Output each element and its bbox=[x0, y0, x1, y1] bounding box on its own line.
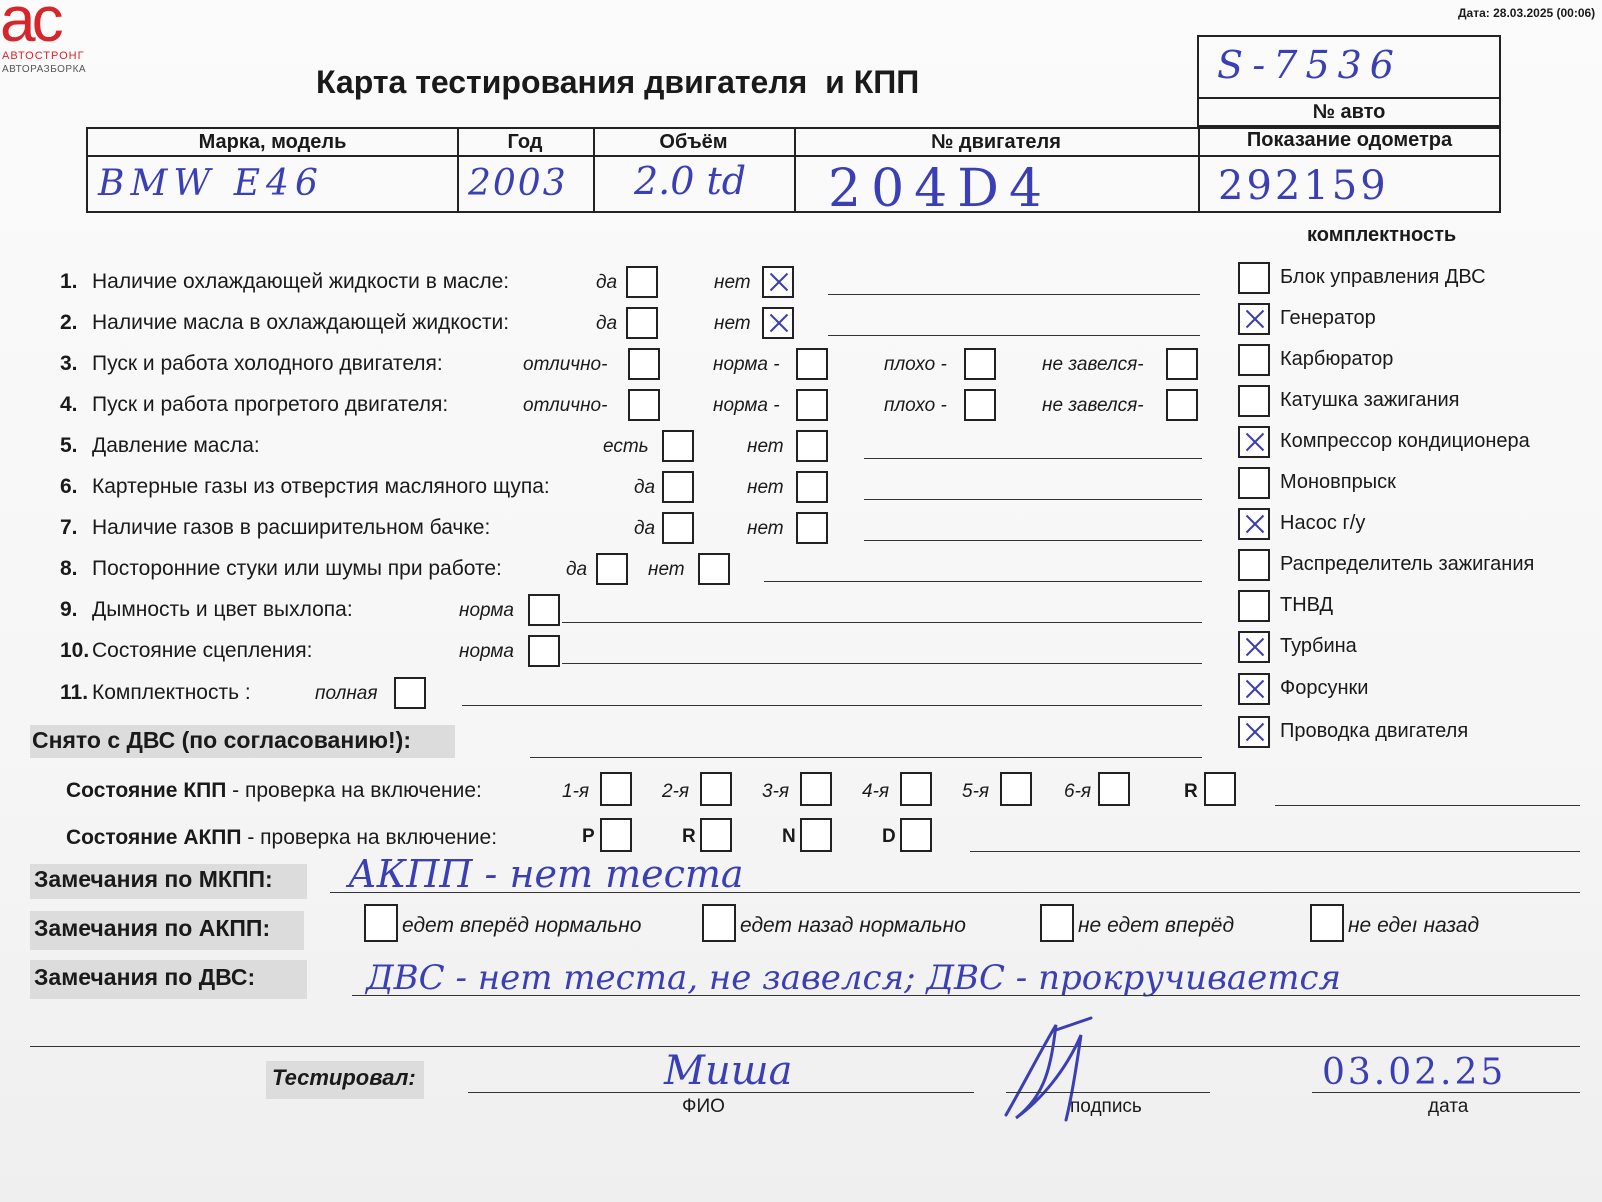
odometer-value: 292159 bbox=[1218, 163, 1389, 209]
akpp-label-rest: - проверка на включение: bbox=[241, 826, 498, 849]
akpp-remark-checkbox[interactable] bbox=[702, 904, 736, 942]
answer-option-label: плохо - bbox=[884, 354, 947, 375]
akpp-remark-label: едет назад нормально bbox=[740, 914, 966, 937]
answer-option-label: норма - bbox=[713, 395, 780, 416]
answer-checkbox[interactable] bbox=[596, 553, 628, 585]
make-value: BMW E46 bbox=[98, 163, 324, 204]
question-number: 11. bbox=[60, 681, 89, 704]
vehicle-header-table bbox=[86, 127, 1501, 219]
akpp-mode-checkbox[interactable] bbox=[700, 818, 732, 852]
answer-checkbox[interactable] bbox=[528, 635, 560, 667]
kpp-label-rest: - проверка на включение: bbox=[226, 779, 482, 802]
answer-option-label: полная bbox=[315, 683, 378, 704]
akpp-label bbox=[66, 826, 497, 850]
component-checkbox[interactable] bbox=[1238, 467, 1270, 499]
akpp-mode-checkbox[interactable] bbox=[900, 818, 932, 852]
answer-checkbox[interactable] bbox=[626, 266, 658, 298]
akpp-mode-checkbox[interactable] bbox=[800, 818, 832, 852]
remarks-dvs-label: Замечания по ДВС: bbox=[30, 960, 307, 999]
date-stamp: Дата: 28.03.2025 (00:06) bbox=[1458, 6, 1596, 20]
kpp-gear-label: 4-я bbox=[862, 781, 890, 802]
component-checkbox[interactable] bbox=[1238, 590, 1270, 622]
answer-comment-line bbox=[764, 581, 1202, 582]
signature-line bbox=[1006, 1092, 1210, 1093]
answer-option-label: норма bbox=[459, 641, 514, 662]
akpp-remark-label: едет вперёд нормально bbox=[402, 914, 642, 937]
answer-option-label: нет bbox=[714, 313, 751, 334]
kpp-gear-checkbox[interactable] bbox=[900, 772, 932, 806]
component-checkbox[interactable] bbox=[1238, 426, 1270, 458]
auto-number-divider bbox=[1199, 97, 1499, 99]
kpp-gear-label: 3-я bbox=[762, 781, 790, 802]
kpp-gear-checkbox[interactable] bbox=[600, 772, 632, 806]
akpp-remark-checkbox[interactable] bbox=[1310, 904, 1344, 942]
answer-checkbox[interactable] bbox=[394, 677, 426, 709]
answer-option-label: отлично- bbox=[523, 354, 608, 375]
remarks-extra-line bbox=[30, 1046, 1580, 1047]
kpp-gear-label: R bbox=[1184, 781, 1198, 802]
question-row bbox=[60, 681, 251, 705]
answer-checkbox[interactable] bbox=[628, 348, 660, 380]
question-number: 7. bbox=[60, 516, 78, 539]
question-row bbox=[60, 639, 312, 663]
answer-option-label: нет bbox=[747, 477, 784, 498]
logo-mark: ac bbox=[0, 0, 60, 55]
logo-brand: АВТОСТРОНГ bbox=[2, 50, 85, 62]
answer-checkbox[interactable] bbox=[762, 307, 794, 339]
answer-comment-line bbox=[562, 622, 1202, 623]
component-label: Распределитель зажигания bbox=[1280, 553, 1535, 575]
answer-comment-line bbox=[562, 663, 1202, 664]
question-number: 8. bbox=[60, 557, 78, 580]
component-checkbox[interactable] bbox=[1238, 303, 1270, 335]
answer-comment-line bbox=[864, 499, 1202, 500]
remarks-akpp-label: Замечания по АКПП: bbox=[30, 911, 304, 950]
component-label: Турбина bbox=[1280, 635, 1357, 657]
answer-option-label: да bbox=[596, 272, 618, 293]
question-text: Пуск и работа прогретого двигателя: bbox=[92, 393, 449, 416]
answer-checkbox[interactable] bbox=[626, 307, 658, 339]
akpp-remark-label: не едеı назад bbox=[1348, 914, 1480, 937]
akpp-mode-label: N bbox=[782, 826, 796, 847]
component-label: Моновпрыск bbox=[1280, 471, 1396, 493]
answer-checkbox[interactable] bbox=[796, 471, 828, 503]
component-label: Генератор bbox=[1280, 307, 1376, 329]
tester-name-value: Миша bbox=[664, 1048, 793, 1094]
akpp-mode-label: D bbox=[882, 826, 896, 847]
question-row bbox=[60, 393, 448, 417]
kpp-gear-label: 2-я bbox=[662, 781, 690, 802]
question-row bbox=[60, 516, 490, 540]
akpp-mode-label: P bbox=[582, 826, 595, 847]
question-text: Наличие газов в расширительном бачке: bbox=[92, 516, 491, 539]
answer-option-label: да bbox=[634, 518, 656, 539]
remarks-mkpp-value: АКПП - нет теста bbox=[348, 852, 744, 896]
answer-option-label: норма - bbox=[713, 354, 780, 375]
answer-checkbox[interactable] bbox=[662, 512, 694, 544]
volume-label: Объём bbox=[659, 131, 728, 153]
component-label: Насос г/у bbox=[1280, 512, 1366, 534]
question-number: 1. bbox=[60, 270, 78, 293]
auto-number-value: S-7536 bbox=[1217, 43, 1402, 87]
answer-option-label: не завелся- bbox=[1042, 354, 1144, 375]
component-label: Блок управления ДВС bbox=[1280, 266, 1486, 288]
answer-checkbox[interactable] bbox=[964, 348, 996, 380]
akpp-remark-checkbox[interactable] bbox=[1040, 904, 1074, 942]
answer-checkbox[interactable] bbox=[1166, 348, 1198, 380]
question-row bbox=[60, 598, 353, 622]
make-label: Марка, модель bbox=[198, 131, 347, 153]
answer-comment-line bbox=[462, 705, 1202, 706]
kpp-gear-label: 5-я bbox=[962, 781, 990, 802]
kpp-gear-checkbox[interactable] bbox=[1000, 772, 1032, 806]
question-text: Состояние сцепления: bbox=[92, 639, 313, 662]
component-label: Форсунки bbox=[1280, 677, 1369, 699]
answer-checkbox[interactable] bbox=[528, 594, 560, 626]
answer-option-label: не завелся- bbox=[1042, 395, 1144, 416]
question-text: Давление масла: bbox=[92, 434, 260, 457]
question-row bbox=[60, 311, 509, 335]
component-checkbox[interactable] bbox=[1238, 344, 1270, 376]
kpp-line bbox=[1275, 805, 1580, 806]
akpp-line bbox=[970, 851, 1580, 852]
answer-checkbox[interactable] bbox=[796, 430, 828, 462]
page-title: Карта тестирования двигателя и КПП bbox=[316, 64, 920, 100]
year-label: Год bbox=[507, 131, 543, 153]
question-row bbox=[60, 557, 502, 581]
answer-option-label: нет bbox=[648, 559, 685, 580]
company-logo bbox=[0, 0, 110, 78]
name-line bbox=[468, 1092, 974, 1093]
answer-checkbox[interactable] bbox=[964, 389, 996, 421]
answer-checkbox[interactable] bbox=[796, 512, 828, 544]
removed-line bbox=[530, 757, 1202, 758]
signature-caption: подпись bbox=[1070, 1096, 1142, 1117]
component-label: Катушка зажигания bbox=[1280, 389, 1460, 411]
component-label: Компрессор кондиционера bbox=[1280, 430, 1530, 452]
auto-number-box bbox=[1197, 35, 1501, 127]
component-checkbox[interactable] bbox=[1238, 716, 1270, 748]
question-number: 3. bbox=[60, 352, 78, 375]
component-checkbox[interactable] bbox=[1238, 549, 1270, 581]
answer-checkbox[interactable] bbox=[796, 389, 828, 421]
akpp-mode-label: R bbox=[682, 826, 696, 847]
answer-checkbox[interactable] bbox=[662, 471, 694, 503]
remarks-mkpp-line bbox=[330, 892, 1580, 893]
question-number: 4. bbox=[60, 393, 78, 416]
question-text: Дымность и цвет выхлопа: bbox=[92, 598, 353, 621]
answer-option-label: есть bbox=[603, 436, 649, 457]
question-row bbox=[60, 434, 260, 458]
component-checkbox[interactable] bbox=[1238, 385, 1270, 417]
question-text: Картерные газы из отверстия масляного щупа: bbox=[92, 475, 550, 498]
question-text: Посторонние стуки или шумы при работе: bbox=[92, 557, 502, 580]
kpp-gear-checkbox[interactable] bbox=[1204, 772, 1236, 806]
remarks-dvs-line bbox=[352, 995, 1580, 996]
answer-option-label: нет bbox=[747, 518, 784, 539]
odometer-label: Показание одометра bbox=[1246, 129, 1453, 151]
answer-option-label: отлично- bbox=[523, 395, 608, 416]
date-caption: дата bbox=[1428, 1096, 1469, 1117]
question-row bbox=[60, 475, 550, 499]
answer-option-label: да bbox=[566, 559, 588, 580]
answer-checkbox[interactable] bbox=[628, 389, 660, 421]
question-number: 2. bbox=[60, 311, 78, 334]
kpp-gear-label: 6-я bbox=[1064, 781, 1092, 802]
component-label: ТНВД bbox=[1280, 594, 1334, 616]
kpp-gear-checkbox[interactable] bbox=[700, 772, 732, 806]
kpp-gear-checkbox[interactable] bbox=[1098, 772, 1130, 806]
remarks-dvs-value: ДВС - нет теста, не завелся; ДВС - прокручивается bbox=[366, 958, 1342, 998]
question-text: Наличие масла в охлаждающей жидкости: bbox=[92, 311, 510, 334]
volume-value: 2.0 td bbox=[634, 159, 747, 203]
question-number: 6. bbox=[60, 475, 78, 498]
question-number: 10. bbox=[60, 639, 90, 662]
engine-number-value: 204D4 bbox=[828, 159, 1053, 219]
tested-by-label: Тестировал: bbox=[266, 1061, 424, 1099]
component-checkbox[interactable] bbox=[1238, 631, 1270, 663]
year-value: 2003 bbox=[468, 163, 568, 204]
kpp-gear-label: 1-я bbox=[562, 781, 590, 802]
akpp-remark-label: не едет вперёд bbox=[1078, 914, 1235, 937]
question-row bbox=[60, 270, 509, 294]
logo-tagline: АВТОРАЗБОРКА bbox=[2, 64, 87, 75]
question-text: Комплектность : bbox=[92, 681, 251, 704]
answer-checkbox[interactable] bbox=[662, 430, 694, 462]
answer-checkbox[interactable] bbox=[698, 553, 730, 585]
component-checkbox[interactable] bbox=[1238, 508, 1270, 540]
answer-option-label: норма bbox=[459, 600, 514, 621]
answer-option-label: да bbox=[596, 313, 618, 334]
question-number: 9. bbox=[60, 598, 78, 621]
completeness-title: комплектность bbox=[1307, 224, 1457, 246]
akpp-mode-checkbox[interactable] bbox=[600, 818, 632, 852]
component-checkbox[interactable] bbox=[1238, 673, 1270, 705]
answer-checkbox[interactable] bbox=[762, 266, 794, 298]
akpp-remark-checkbox[interactable] bbox=[364, 904, 398, 942]
answer-comment-line bbox=[864, 458, 1202, 459]
remarks-mkpp-label: Замечания по МКПП: bbox=[30, 864, 307, 899]
engine-number-label: № двигателя bbox=[931, 131, 1061, 153]
kpp-label bbox=[66, 779, 482, 803]
test-date-value: 03.02.25 bbox=[1322, 1052, 1507, 1093]
answer-comment-line bbox=[828, 335, 1200, 336]
answer-option-label: плохо - bbox=[884, 395, 947, 416]
answer-option-label: да bbox=[634, 477, 656, 498]
component-checkbox[interactable] bbox=[1238, 262, 1270, 294]
component-label: Проводка двигателя bbox=[1280, 720, 1469, 742]
answer-comment-line bbox=[864, 540, 1202, 541]
answer-checkbox[interactable] bbox=[796, 348, 828, 380]
auto-number-label: № авто bbox=[1312, 101, 1386, 123]
kpp-gear-checkbox[interactable] bbox=[800, 772, 832, 806]
question-row bbox=[60, 352, 443, 376]
akpp-label-bold: Состояние АКПП bbox=[66, 826, 242, 849]
question-number: 5. bbox=[60, 434, 78, 457]
component-label: Карбюратор bbox=[1280, 348, 1394, 370]
question-text: Наличие охлаждающей жидкости в масле: bbox=[92, 270, 510, 293]
question-text: Пуск и работа холодного двигателя: bbox=[92, 352, 443, 375]
answer-comment-line bbox=[828, 294, 1200, 295]
answer-checkbox[interactable] bbox=[1166, 389, 1198, 421]
name-caption: ФИО bbox=[682, 1096, 725, 1117]
removed-label: Снято с ДВС (по согласованию!): bbox=[30, 725, 455, 758]
date-line bbox=[1312, 1092, 1580, 1093]
kpp-label-bold: Состояние КПП bbox=[66, 779, 227, 802]
answer-option-label: нет bbox=[747, 436, 784, 457]
answer-option-label: нет bbox=[714, 272, 751, 293]
